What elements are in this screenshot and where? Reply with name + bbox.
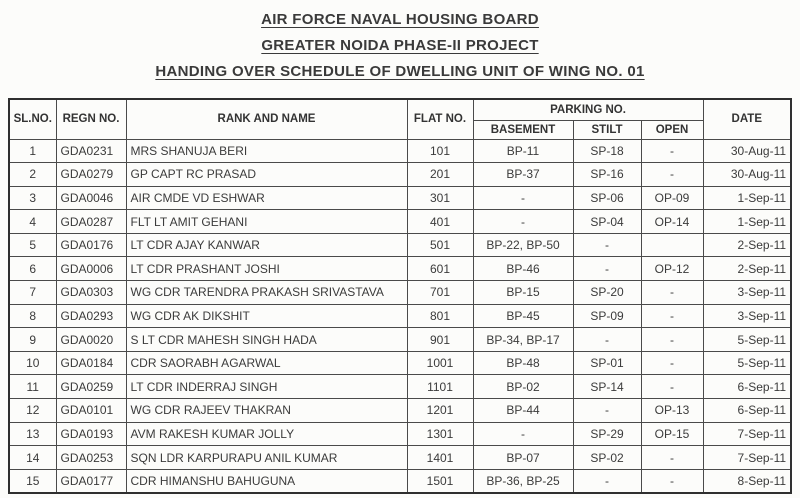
- cell-basement: -: [473, 186, 573, 210]
- cell-flat-no: 501: [407, 233, 473, 257]
- cell-rank-and-name: CDR HIMANSHU BAHUGUNA: [126, 469, 407, 493]
- cell-stilt: SP-20: [573, 281, 641, 305]
- document-header: [0, 0, 800, 85]
- cell-sl-no: 1: [9, 139, 56, 163]
- cell-basement: BP-45: [473, 304, 573, 328]
- table-row: [9, 399, 791, 423]
- cell-date: 2-Sep-11: [703, 257, 791, 281]
- cell-open: [641, 233, 703, 257]
- cell-stilt: SP-14: [573, 375, 641, 399]
- table-row: [9, 351, 791, 375]
- cell-regn-no: GDA0303: [56, 281, 126, 305]
- table-row: [9, 210, 791, 234]
- cell-flat-no: 601: [407, 257, 473, 281]
- table-row: [9, 446, 791, 470]
- cell-stilt: SP-04: [573, 210, 641, 234]
- cell-stilt: -: [573, 257, 641, 281]
- table-row: [9, 328, 791, 352]
- handing-over-schedule-table: [8, 98, 792, 494]
- cell-rank-and-name: MRS SHANUJA BERI: [126, 139, 407, 163]
- cell-date: 30-Aug-11: [703, 163, 791, 187]
- cell-rank-and-name: LT CDR PRASHANT JOSHI: [126, 257, 407, 281]
- cell-sl-no: 10: [9, 351, 56, 375]
- cell-flat-no: 1201: [407, 399, 473, 423]
- cell-date: 6-Sep-11: [703, 399, 791, 423]
- cell-regn-no: GDA0020: [56, 328, 126, 352]
- cell-stilt: -: [573, 469, 641, 493]
- header-open: OPEN: [641, 120, 703, 139]
- cell-rank-and-name: FLT LT AMIT GEHANI: [126, 210, 407, 234]
- cell-regn-no: GDA0193: [56, 422, 126, 446]
- table-row: [9, 281, 791, 305]
- header-regn-no: REGN NO.: [56, 99, 126, 139]
- cell-open: OP-15: [641, 422, 703, 446]
- cell-rank-and-name: WG CDR RAJEEV THAKRAN: [126, 399, 407, 423]
- cell-basement: BP-37: [473, 163, 573, 187]
- header-basement: BASEMENT: [473, 120, 573, 139]
- header-parking-no: PARKING NO.: [473, 99, 703, 120]
- cell-open: -: [641, 163, 703, 187]
- cell-flat-no: 901: [407, 328, 473, 352]
- cell-sl-no: 3: [9, 186, 56, 210]
- cell-regn-no: GDA0293: [56, 304, 126, 328]
- cell-stilt: SP-16: [573, 163, 641, 187]
- cell-flat-no: 801: [407, 304, 473, 328]
- cell-stilt: -: [573, 328, 641, 352]
- document-title: AIR FORCE NAVAL HOUSING BOARD: [261, 11, 539, 28]
- cell-date: 7-Sep-11: [703, 422, 791, 446]
- cell-regn-no: GDA0177: [56, 469, 126, 493]
- cell-basement: -: [473, 422, 573, 446]
- cell-open: OP-09: [641, 186, 703, 210]
- table-row: [9, 139, 791, 163]
- cell-basement: BP-11: [473, 139, 573, 163]
- table-row: [9, 304, 791, 328]
- cell-flat-no: 1401: [407, 446, 473, 470]
- cell-rank-and-name: S LT CDR MAHESH SINGH HADA: [126, 328, 407, 352]
- cell-open: -: [641, 375, 703, 399]
- cell-stilt: SP-06: [573, 186, 641, 210]
- cell-date: 5-Sep-11: [703, 351, 791, 375]
- cell-date: 1-Sep-11: [703, 210, 791, 234]
- table-header: [9, 99, 791, 139]
- cell-basement: BP-22, BP-50: [473, 233, 573, 257]
- table-row: [9, 469, 791, 493]
- cell-flat-no: 1101: [407, 375, 473, 399]
- table-row: [9, 186, 791, 210]
- cell-flat-no: 1501: [407, 469, 473, 493]
- cell-regn-no: GDA0231: [56, 139, 126, 163]
- cell-sl-no: 11: [9, 375, 56, 399]
- cell-sl-no: 14: [9, 446, 56, 470]
- cell-date: 2-Sep-11: [703, 233, 791, 257]
- document-subtitle: GREATER NOIDA PHASE-II PROJECT: [261, 37, 539, 54]
- cell-regn-no: GDA0184: [56, 351, 126, 375]
- cell-flat-no: 101: [407, 139, 473, 163]
- cell-open: -: [641, 281, 703, 305]
- cell-regn-no: GDA0287: [56, 210, 126, 234]
- cell-rank-and-name: AIR CMDE VD ESHWAR: [126, 186, 407, 210]
- cell-sl-no: 4: [9, 210, 56, 234]
- table-body: [9, 139, 791, 493]
- cell-open: -: [641, 446, 703, 470]
- table-row: [9, 257, 791, 281]
- cell-basement: BP-48: [473, 351, 573, 375]
- table-row: [9, 233, 791, 257]
- cell-open: OP-13: [641, 399, 703, 423]
- cell-stilt: SP-01: [573, 351, 641, 375]
- cell-sl-no: 9: [9, 328, 56, 352]
- header-stilt: STILT: [573, 120, 641, 139]
- table-row: [9, 375, 791, 399]
- cell-regn-no: GDA0259: [56, 375, 126, 399]
- cell-date: 30-Aug-11: [703, 139, 791, 163]
- cell-flat-no: 401: [407, 210, 473, 234]
- cell-regn-no: GDA0253: [56, 446, 126, 470]
- cell-regn-no: GDA0046: [56, 186, 126, 210]
- cell-sl-no: 12: [9, 399, 56, 423]
- cell-sl-no: 2: [9, 163, 56, 187]
- cell-rank-and-name: AVM RAKESH KUMAR JOLLY: [126, 422, 407, 446]
- cell-flat-no: 201: [407, 163, 473, 187]
- cell-date: 3-Sep-11: [703, 281, 791, 305]
- cell-sl-no: 15: [9, 469, 56, 493]
- cell-sl-no: 6: [9, 257, 56, 281]
- cell-stilt: SP-09: [573, 304, 641, 328]
- cell-rank-and-name: CDR SAORABH AGARWAL: [126, 351, 407, 375]
- cell-regn-no: GDA0176: [56, 233, 126, 257]
- cell-open: -: [641, 328, 703, 352]
- cell-open: -: [641, 304, 703, 328]
- cell-regn-no: GDA0101: [56, 399, 126, 423]
- cell-basement: BP-02: [473, 375, 573, 399]
- cell-basement: BP-07: [473, 446, 573, 470]
- cell-open: OP-14: [641, 210, 703, 234]
- table-row: [9, 422, 791, 446]
- cell-open: -: [641, 351, 703, 375]
- cell-basement: BP-15: [473, 281, 573, 305]
- cell-basement: BP-44: [473, 399, 573, 423]
- cell-regn-no: GDA0006: [56, 257, 126, 281]
- header-sl-no: SL.NO.: [9, 99, 56, 139]
- cell-rank-and-name: LT CDR INDERRAJ SINGH: [126, 375, 407, 399]
- document-schedule-title: HANDING OVER SCHEDULE OF DWELLING UNIT OF WING NO. 01: [155, 63, 645, 80]
- cell-date: 7-Sep-11: [703, 446, 791, 470]
- cell-basement: BP-46: [473, 257, 573, 281]
- cell-date: 6-Sep-11: [703, 375, 791, 399]
- cell-open: -: [641, 469, 703, 493]
- cell-flat-no: 1301: [407, 422, 473, 446]
- cell-sl-no: 7: [9, 281, 56, 305]
- header-flat-no: FLAT NO.: [407, 99, 473, 139]
- cell-stilt: -: [573, 399, 641, 423]
- cell-open: OP-12: [641, 257, 703, 281]
- cell-date: 5-Sep-11: [703, 328, 791, 352]
- cell-basement: BP-36, BP-25: [473, 469, 573, 493]
- cell-sl-no: 13: [9, 422, 56, 446]
- cell-regn-no: GDA0279: [56, 163, 126, 187]
- cell-date: 3-Sep-11: [703, 304, 791, 328]
- cell-stilt: SP-02: [573, 446, 641, 470]
- cell-basement: -: [473, 210, 573, 234]
- cell-date: 1-Sep-11: [703, 186, 791, 210]
- cell-sl-no: 5: [9, 233, 56, 257]
- cell-rank-and-name: LT CDR AJAY KANWAR: [126, 233, 407, 257]
- cell-rank-and-name: GP CAPT RC PRASAD: [126, 163, 407, 187]
- cell-flat-no: 301: [407, 186, 473, 210]
- cell-rank-and-name: WG CDR TARENDRA PRAKASH SRIVASTAVA: [126, 281, 407, 305]
- header-rank-and-name: RANK AND NAME: [126, 99, 407, 139]
- header-date: DATE: [703, 99, 791, 139]
- cell-flat-no: 701: [407, 281, 473, 305]
- cell-sl-no: 8: [9, 304, 56, 328]
- cell-stilt: SP-29: [573, 422, 641, 446]
- cell-rank-and-name: SQN LDR KARPURAPU ANIL KUMAR: [126, 446, 407, 470]
- cell-stilt: -: [573, 233, 641, 257]
- cell-date: 8-Sep-11: [703, 469, 791, 493]
- cell-flat-no: 1001: [407, 351, 473, 375]
- cell-open: -: [641, 139, 703, 163]
- cell-rank-and-name: WG CDR AK DIKSHIT: [126, 304, 407, 328]
- cell-basement: BP-34, BP-17: [473, 328, 573, 352]
- table-row: [9, 163, 791, 187]
- cell-stilt: SP-18: [573, 139, 641, 163]
